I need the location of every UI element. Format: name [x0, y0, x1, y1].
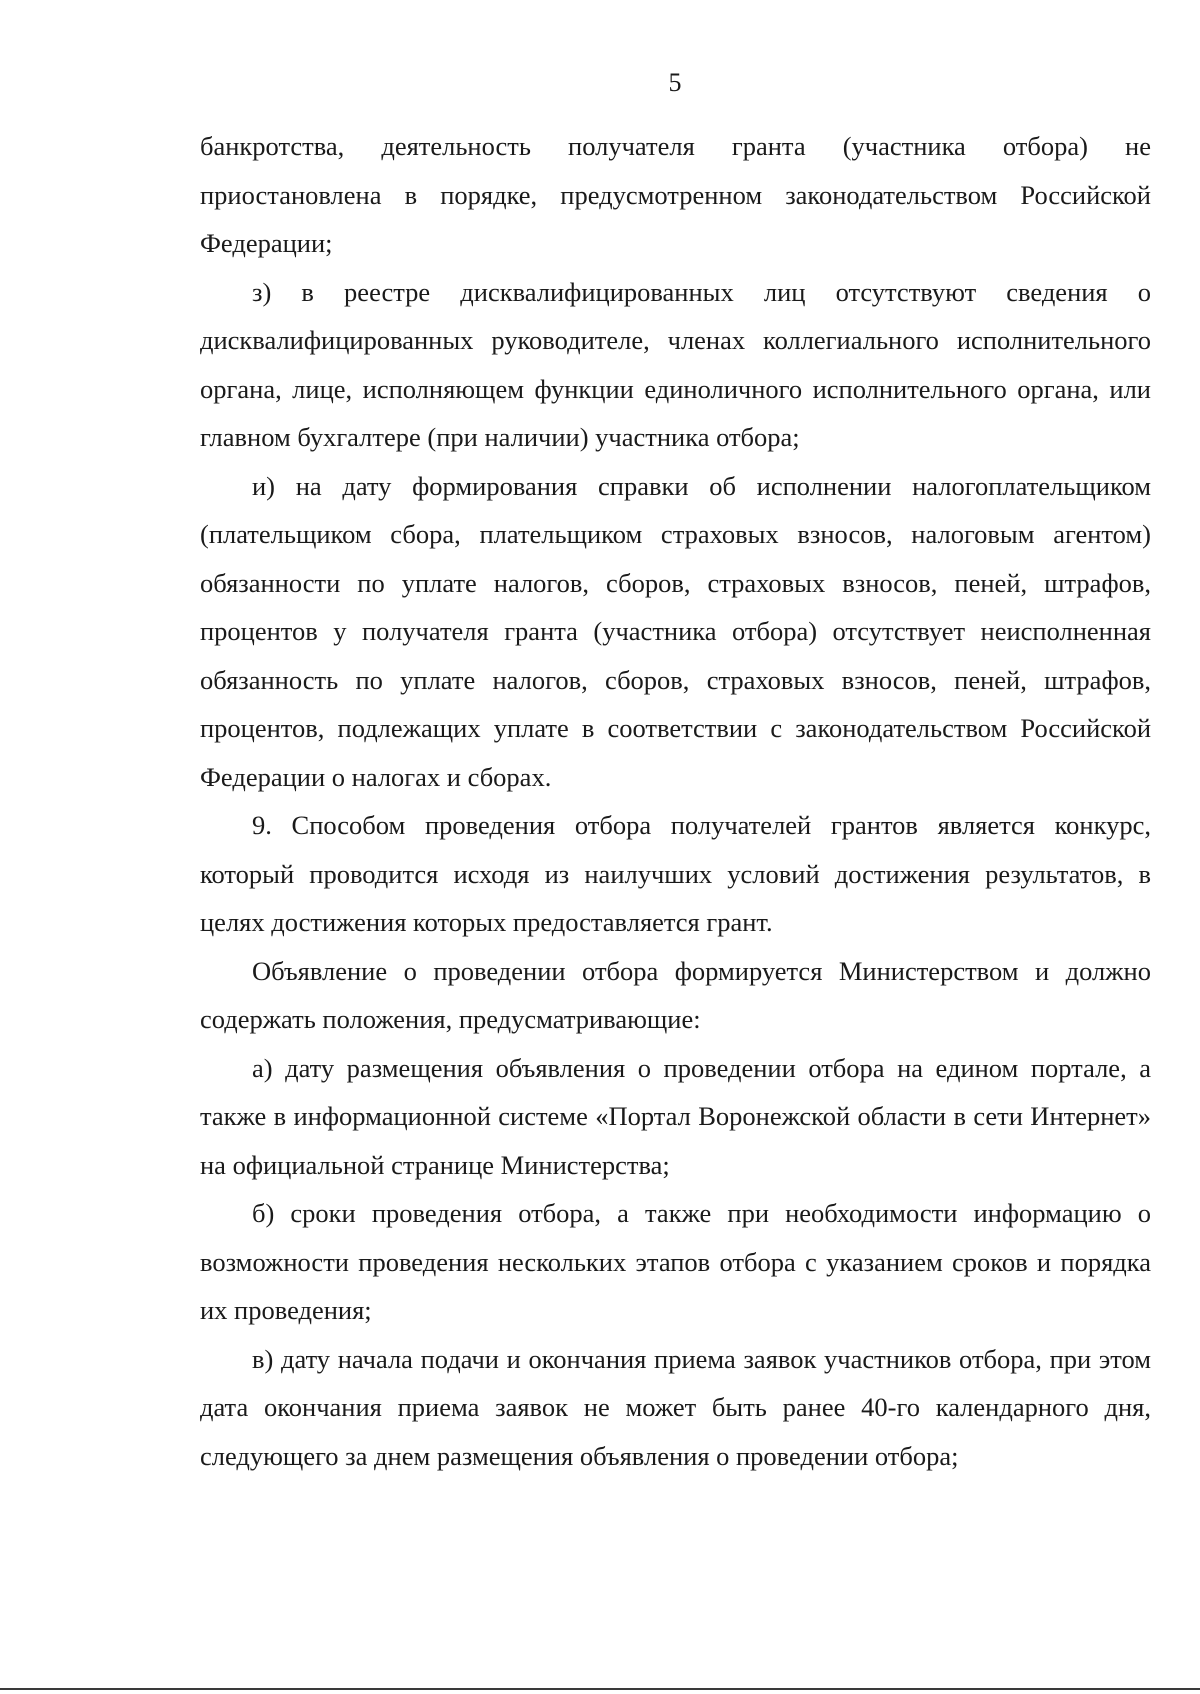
paragraph-clause-9: 9. Способом проведения отбора получателей грантов является конкурс, который проводится исходя из наилучших условий достижения результатов, в целях достижения которых предоставляется грант.: [200, 810, 1151, 937]
paragraph-item-b: б) сроки проведения отбора, а также при необходимости информацию о возможности проведения нескольких этапов отбора с указанием сроков и порядка их проведения;: [200, 1198, 1151, 1325]
page-bottom-edge: [0, 1688, 1200, 1690]
document-body: [200, 122, 1151, 1480]
paragraph-continuation: банкротства, деятельность получателя гранта (участника отбора) не приостановлена в порядке, предусмотренном законодательством Российской Федерации;: [200, 131, 1151, 258]
paragraph-item-i: и) на дату формирования справки об исполнении налогоплательщиком (плательщиком сбора, плательщиком страховых взносов, налоговым агентом) обязанности по уплате налогов, сборов, страховых взносов, пеней, штрафов, процентов у получателя гранта (участника отбора) отсутствует неисполненная обязанность по уплате налогов, сборов, страховых взносов, пеней, штрафов, процентов, подлежащих уплате в соответствии с законодательством Российской Федерации о налогах и сборах.: [200, 470, 1151, 792]
paragraph-item-a: а) дату размещения объявления о проведении отбора на едином портале, а также в информационной системе «Портал Воронежской области в сети Интернет» на официальной странице Министерства;: [200, 1052, 1151, 1180]
paragraph-item-z: з) в реестре дисквалифицированных лиц отсутствуют сведения о дисквалифицированных руководителе, членах коллегиального исполнительного органа, лице, исполняющем функции единоличного исполнительного органа, или главном бухгалтере (при наличии) участника отбора;: [200, 276, 1151, 452]
paragraph-announcement: Объявление о проведении отбора формируется Министерством и должно содержать положения, предусматривающие:: [200, 955, 1151, 1034]
page-number: 5: [668, 68, 682, 97]
paragraph-item-v: в) дату начала подачи и окончания приема заявок участников отбора, при этом дата окончания приема заявок не может быть ранее 40-го календарного дня, следующего за днем размещения объявления о проведении отбора;: [200, 1343, 1151, 1471]
